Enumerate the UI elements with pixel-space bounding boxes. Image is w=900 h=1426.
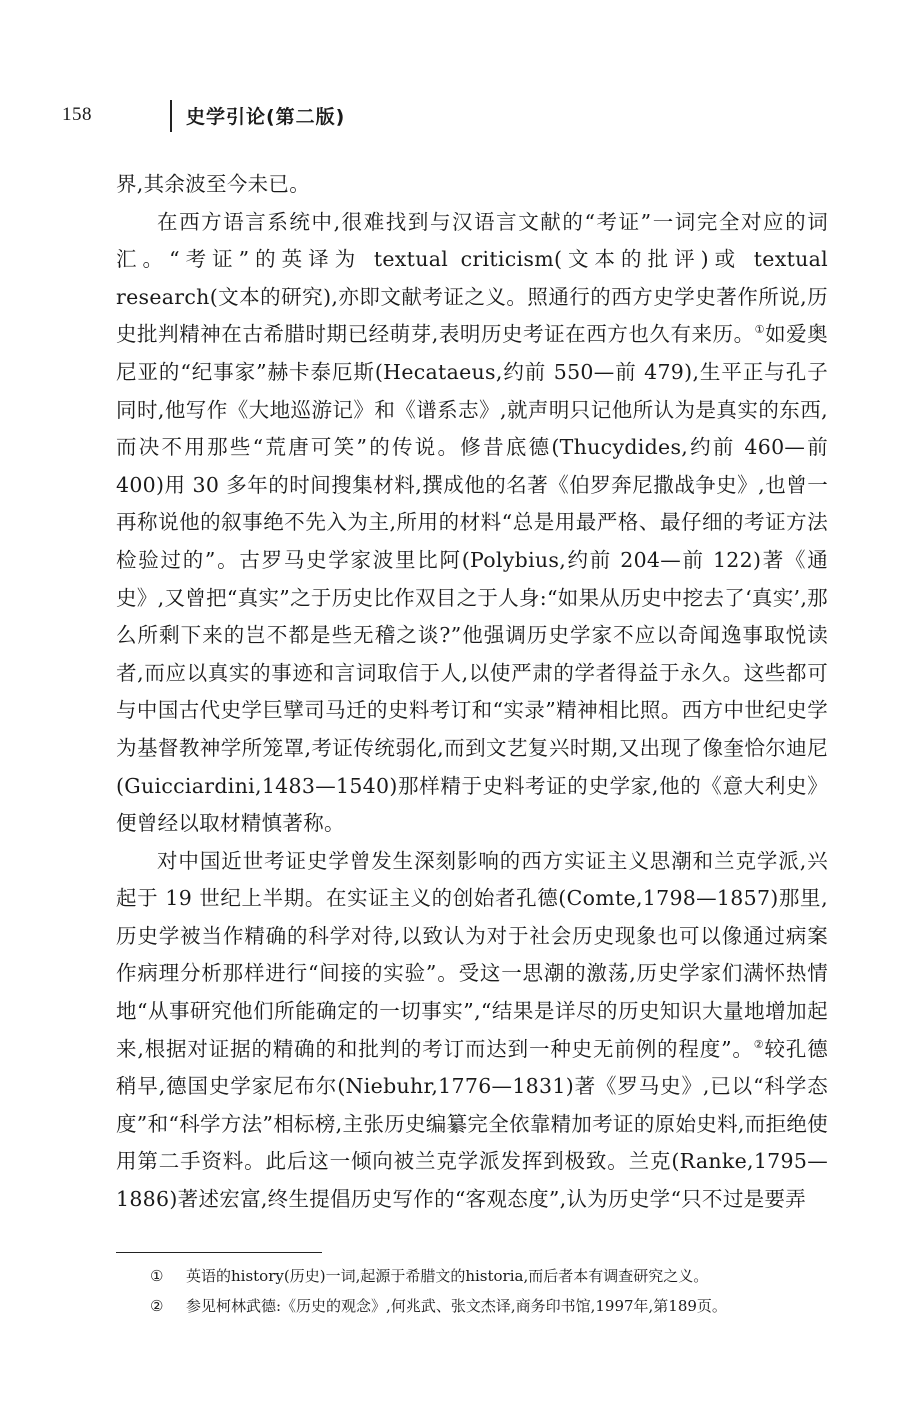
footnote-mark: ① xyxy=(150,1267,164,1285)
page-number: 158 xyxy=(62,104,92,125)
paragraph-text: 如爱奥尼亚的“纪事家”赫卡泰厄斯(Hecataeus,约前 550—前 479),生平正与孔子同时,他写作《大地巡游记》和《谱系志》,就声明只记他所认为是真实的东西,而决不用那些“荒唐可笑”的传说。修昔底德(Thucydides,约前 460—前 400)用 30 多年的时间搜集材料,撰成他的名著《伯罗奔尼撒战争史》,也曾一再称说他的叙事绝不先入为主,所用的材料“总是用最严格、最仔细的考证方法检验过的”。古罗马史学家波里比阿(Polybius,约前 204—前 122)著《通史》,又曾把“真实”之于历史比作双目之于人身:“如果从历史中挖去了‘真实’,那么所剩下来的岂不都是些无稽之谈?”他强调历史学家不应以奇闻逸事取悦读者,而应以真实的事迹和言词取信于人,以使严肃的学者得益于永久。这些都可与中国古代史学巨擘司马迁的史料考订和“实录”精神相比照。西方中世纪史学为基督教神学所笼罩,考证传统弱化,而到文艺复兴时期,又出现了像奎恰尔迪尼(Guicciardini,1483—1540)那样精于史料考证的史学家,他的《意大利史》便曾经以取材精慎著称。 xyxy=(116,322,828,836)
running-title: 史学引论(第二版) xyxy=(186,106,346,128)
footnote-text: 参见柯林武德:《历史的观念》,何兆武、张文杰译,商务印书馆,1997年,第189页。 xyxy=(186,1297,727,1315)
paragraph-positivism-ranke xyxy=(116,843,828,1219)
paragraph-text: 较孔德稍早,德国史学家尼布尔(Niebuhr,1776—1831)著《罗马史》,已以“科学态度”和“科学方法”相标榜,主张历史编纂完全依靠精加考证的原始史料,而拒绝使用第二手资料。此后这一倾向被兰克学派发挥到极致。兰克(Ranke,1795—1886)著述宏富,终生提倡历史写作的“客观态度”,认为历史学“只不过是要弄 xyxy=(116,1036,828,1212)
footnote-reference-2[interactable]: ② xyxy=(753,1037,765,1051)
footnote-1 xyxy=(150,1261,840,1291)
footnote-2 xyxy=(150,1291,840,1321)
page-header xyxy=(62,100,842,136)
footnote-separator xyxy=(116,1252,322,1253)
body-text xyxy=(116,166,828,1219)
paragraph-text: 在西方语言系统中,很难找到与汉语言文献的“考证”一词完全对应的词汇。“考证”的英译为 textual criticism(文本的批评)或 textual research(文本的研究),亦即文献考证之义。照通行的西方史学史著作所说,历史批判精神在古希腊时期已经萌芽,表明历史考证在西方也久有来历。 xyxy=(116,209,828,347)
paragraph-text: 对中国近世考证史学曾发生深刻影响的西方实证主义思潮和兰克学派,兴起于 19 世纪上半期。在实证主义的创始者孔德(Comte,1798—1857)那里,历史学被当作精确的科学对待,以致认为对于社会历史现象也可以像通过病案作病理分析那样进行“间接的实验”。受这一思潮的激荡,历史学家们满怀热情地“从事研究他们所能确定的一切事实”,“结果是详尽的历史知识大量地增加起来,根据对证据的精确的和批判的考订而达到一种史无前例的程度”。 xyxy=(116,848,828,1061)
footnote-reference-1[interactable]: ① xyxy=(754,323,766,337)
paragraph-western-textual-criticism xyxy=(116,204,828,843)
footnote-mark: ② xyxy=(150,1297,164,1315)
paragraph-text: 界,其余波至今未已。 xyxy=(116,172,311,196)
footnotes xyxy=(150,1261,840,1321)
footnote-text: 英语的history(历史)一词,起源于希腊文的historia,而后者本有调查研究之义。 xyxy=(186,1267,709,1285)
paragraph-continued xyxy=(116,166,828,204)
header-divider xyxy=(170,100,172,132)
